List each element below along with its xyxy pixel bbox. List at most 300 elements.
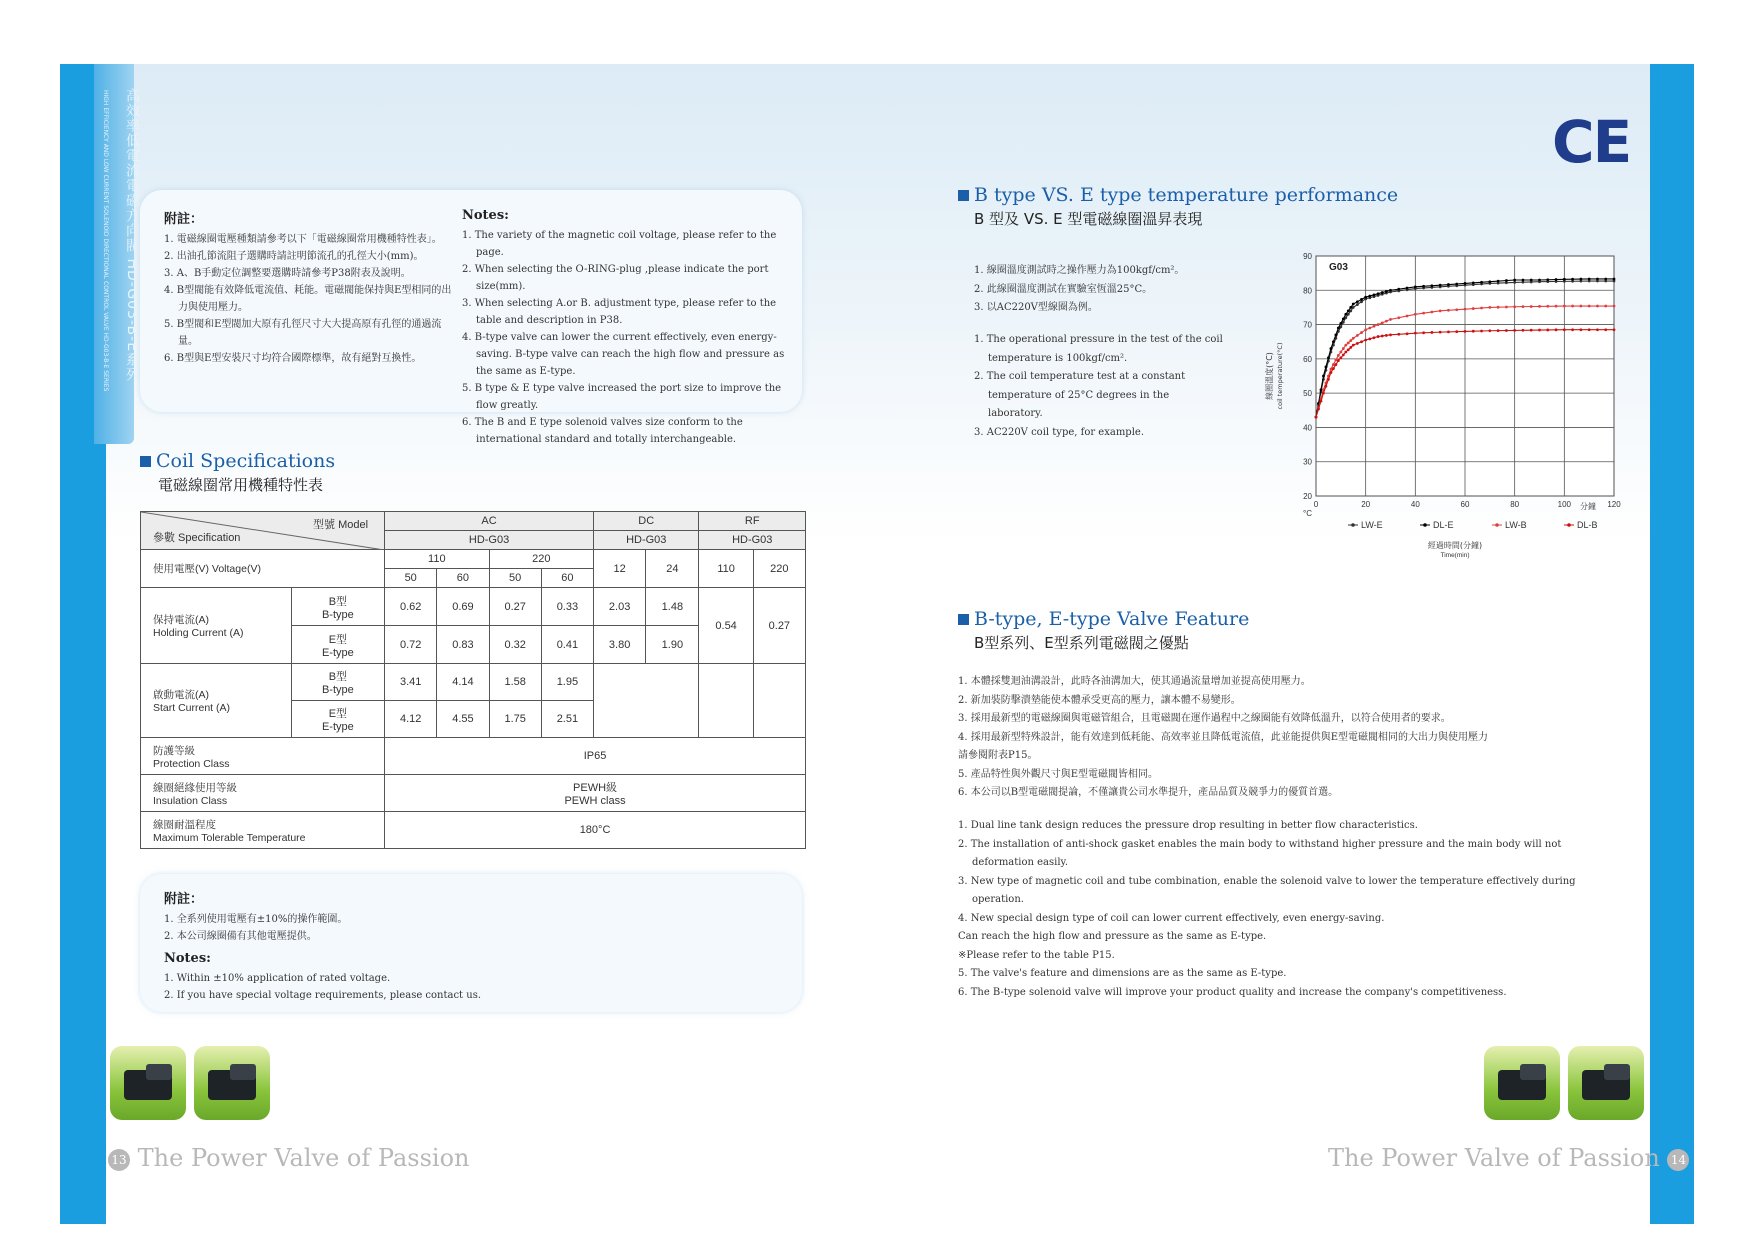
data-point [1381,335,1384,338]
data-point [1530,279,1533,282]
data-point [1322,375,1325,378]
data-point [1337,354,1340,357]
data-point [1530,329,1533,332]
protection-class-label: 防護等級 Protection Class [141,738,385,775]
right-footer [1328,1144,1689,1172]
data-point [1356,342,1359,345]
data-point [1373,293,1376,296]
data-point [1472,281,1475,284]
note-item: 3. When selecting A.or B. adjustment type, please refer to the table and description in P38. [462,298,777,326]
data-point [1579,278,1582,281]
note-item: 1. The variety of the magnetic coil voltage, please refer to the page. [462,230,777,258]
table-cell: 0.69 [437,588,489,626]
side-tab-subtitle: HIGH EFFICIENCY AND LOW CURRENT SOLENOID DIRECTIONAL CONTROL VALVE HD-G03-B-E SERIES [102,90,109,392]
data-point [1389,289,1392,292]
data-point [1555,278,1558,281]
empty-cell [753,664,805,738]
hz-cell: 50 [489,569,541,588]
data-point [1513,329,1516,332]
data-point [1579,305,1582,308]
data-point [1327,356,1330,359]
table-cell: 0.72 [385,626,437,664]
top-notes-en-list [462,227,798,448]
data-point [1377,323,1380,326]
data-point [1381,291,1384,294]
feature-section-subtitle: B型系列、E型系列電磁閥之優點 [974,634,1189,652]
y-axis-label-en: coil temperature(°C) [1276,342,1284,410]
data-point [1604,305,1607,308]
note-item: 4. B-type valve can lower the current effectively, even energy-saving. B-type valve can reach the high flow and pressure as the same as E-type. [462,332,785,377]
data-point [1439,331,1442,334]
table-cell: 4.12 [385,701,437,738]
legend-label: LW-E [1361,520,1383,530]
temp-note-item: 2. 此線圈溫度測試在實驗室恆溫25°C。 [974,283,1153,295]
y-tick-label: 60 [1303,354,1312,364]
data-point [1389,318,1392,321]
data-point [1488,306,1491,309]
data-point [1488,329,1491,332]
data-point [1414,332,1417,335]
data-point [1349,309,1352,312]
data-point [1377,292,1380,295]
temp-note-item: 1. The operational pressure in the test of the coil temperature is 100kgf/cm². [974,334,1223,364]
data-point [1464,330,1467,333]
data-point [1385,334,1388,337]
x-tick-label: 80 [1510,500,1520,509]
ce-mark-logo: CE [1552,108,1631,176]
note-item: 2. 本公司線圈備有其他電壓提供。 [164,931,317,942]
data-point [1422,312,1425,315]
x-tick-label: 40 [1410,500,1420,509]
voltage-110: 110 [385,550,489,569]
data-point [1505,329,1508,332]
data-point [1571,305,1574,308]
ac-header: AC [385,512,594,531]
legend-marker [1495,523,1499,527]
feature-item: 1. Dual line tank design reduces the pressure drop resulting in better flow characteristics. [958,820,1418,831]
temp-note-item: 2. The coil temperature test at a constant temperature of 25°C degrees in the laboratory. [974,371,1186,419]
data-point [1447,330,1450,333]
coil-section-title: Coil Specifications [140,450,335,472]
note-item: 6. The B and E type solenoid valves size conform to the international standard and totally interchangeable. [462,417,743,445]
dc-24v: 24 [646,550,699,588]
data-point [1488,280,1491,283]
data-point [1332,340,1335,343]
table-cell: 1.95 [541,664,593,701]
table-cell: 0.32 [489,626,541,664]
note-item: 1. Within ±10% application of rated voltage. [164,973,391,984]
data-point [1472,330,1475,333]
feature-item: 6. The B-type solenoid valve will improve your product quality and increase the company's competitiveness. [958,986,1507,998]
holding-current-label: 保持電流(A) Holding Current (A) [141,588,292,664]
data-point [1480,330,1483,333]
valve-product-image [1568,1046,1644,1120]
feature-item: 5. The valve's feature and dimensions are as the same as E-type. [958,968,1287,979]
table-cell: 3.41 [385,664,437,701]
table-cell: 0.54 [699,588,753,664]
feature-item: 3. New type of magnetic coil and tube combination, enable the solenoid valve to lower the temperature effectively during operation. [958,875,1576,905]
data-point [1332,367,1335,370]
feature-item: 5. 產品特性與外觀尺寸與E型電磁閥皆相同。 [958,768,1159,780]
ac-model: HD-G03 [385,531,594,550]
bottom-notes-en-title: Notes: [164,951,211,966]
side-tab-title: 高效率低電流電磁方向閥 HD-G03-B-E系列 [124,88,140,383]
x-axis-label-zh: 經過時間(分鐘) [1427,541,1483,550]
table-cell: 1.58 [489,664,541,701]
data-point [1497,329,1500,332]
rf-220v: 220 [753,550,805,588]
table-cell: 1.75 [489,701,541,738]
data-point [1464,308,1467,311]
feature-item: 4. 採用最新型特殊設計，能有效達到低耗能、高效率並且降低電流值，此並能提供與E型電磁閥相同的大出力與使用壓力 [958,731,1489,743]
legend-marker [1567,523,1571,527]
data-point [1325,365,1328,368]
hz-cell: 60 [437,569,489,588]
data-point [1397,288,1400,291]
rf-model: HD-G03 [699,531,806,550]
data-point [1347,313,1350,316]
data-point [1430,284,1433,287]
y-tick-label: 30 [1303,457,1312,467]
data-point [1352,344,1355,347]
data-point [1327,378,1330,381]
data-point [1334,359,1337,362]
table-cell: 0.41 [541,626,593,664]
table-cell: 0.62 [385,588,437,626]
data-point [1356,300,1359,303]
data-point [1389,333,1392,336]
dc-header: DC [594,512,699,531]
data-point [1364,339,1367,342]
top-notes-en-title: Notes: [462,208,509,223]
data-point [1352,306,1355,309]
data-point [1406,287,1409,290]
table-cell: 2.51 [541,701,593,738]
feature-item: 請參閱附表P15。 [958,750,1038,761]
b-type-label: B型 B-type [291,588,384,626]
data-point [1349,339,1352,342]
feature-item: 1. 本體採雙迴油溝設計，此時各油溝加大，使其通過流量增加並提高使用壓力。 [958,676,1311,687]
table-cell: 0.27 [489,588,541,626]
b-type-label: B型 B-type [291,664,384,701]
data-point [1480,307,1483,310]
voltage-label: 使用電壓(V) Voltage(V) [141,550,385,588]
note-item: 1. 電磁線圈電壓種類請參考以下「電磁線圈常用機種特性表」。 [164,234,442,245]
y-tick-label: 50 [1303,389,1312,399]
data-point [1356,303,1359,306]
data-point [1344,313,1347,316]
data-point [1613,305,1616,308]
max-temp-value: 180°C [385,812,806,849]
y-tick-label: 40 [1303,423,1312,433]
feature-en-list [958,817,1598,1002]
rf-110v: 110 [699,550,753,588]
temp-note-item: 3. 以AC220V型線圈為例。 [974,302,1098,313]
data-point [1447,283,1450,286]
data-point [1397,333,1400,336]
data-point [1360,340,1363,343]
temp-note-item: 1. 線圈溫度測試時之操作壓力為100kgf/cm²。 [974,265,1185,276]
data-point [1339,356,1342,359]
data-point [1406,332,1409,335]
data-point [1563,278,1566,281]
bottom-notes-zh-list [164,911,764,945]
data-point [1604,328,1607,331]
table-cell: 1.90 [646,626,699,664]
temp-section-title: B type VS. E type temperature performance [958,184,1398,206]
feature-item: 2. The installation of anti-shock gasket enables the main body to withstand higher pressure and the main body will not deformation easily. [958,838,1562,868]
data-point [1342,347,1345,350]
table-cell: 4.14 [437,664,489,701]
note-item: 1. 全系列使用電壓有±10%的操作範圍。 [164,914,348,925]
data-point [1613,328,1616,331]
data-point [1337,359,1340,362]
table-cell: 1.48 [646,588,699,626]
valve-product-image [1484,1046,1560,1120]
top-notes-box [140,190,802,445]
start-current-label: 啟動電流(A) Start Current (A) [141,664,292,738]
temp-note-item: 3. AC220V coil type, for example. [974,426,1144,438]
data-point [1513,281,1516,284]
data-point [1356,334,1359,337]
feature-item: Can reach the high flow and pressure as the same as E-type. [958,931,1267,942]
insulation-class-value: PEWH級 PEWH class [385,775,806,812]
empty-cell [594,664,699,738]
data-point [1538,305,1541,308]
data-point [1334,363,1337,366]
data-point [1522,329,1525,332]
right-footer-slogan: The Power Valve of Passion [1328,1144,1660,1172]
top-notes-zh-title: 附註： [164,212,204,227]
data-point [1430,311,1433,314]
insulation-class-label: 線圈絕緣使用等級 Insulation Class [141,775,385,812]
legend-marker [1423,523,1427,527]
dc-12v: 12 [594,550,646,588]
feature-section-title: B-type, E-type Valve Feature [958,608,1249,630]
hz-cell: 60 [541,569,593,588]
data-point [1505,306,1508,309]
data-point [1364,296,1367,299]
data-point [1406,315,1409,318]
x-tick-label: 100 [1557,500,1572,509]
x-unit-label: 分鐘 [1580,502,1596,511]
legend-label: DL-B [1577,520,1598,530]
empty-cell [699,664,753,738]
data-point [1332,363,1335,366]
y-tick-label: 20 [1303,492,1312,501]
data-point [1596,305,1599,308]
table-cell: 0.83 [437,626,489,664]
data-point [1480,281,1483,284]
data-point [1538,329,1541,332]
data-point [1377,335,1380,338]
data-point [1563,305,1566,308]
data-point [1546,305,1549,308]
temp-notes-en-list [974,331,1224,442]
data-point [1385,320,1388,323]
data-point [1330,371,1333,374]
feature-item: 3. 採用最新型的電磁線圈與電磁管組合，且電磁閥在運作過程中之線圈能有效降低溫升，以符合使用者的要求。 [958,713,1451,724]
data-point [1579,328,1582,331]
data-point [1368,337,1371,340]
data-point [1368,327,1371,330]
model-spec-header: 型號 Model 參數 Specification [141,512,385,550]
table-cell: 2.03 [594,588,646,626]
data-point [1513,305,1516,308]
feature-item: 6. 本公司以B型電磁閥提論，不僅讓貴公司水準提升，產品品質及競爭力的優質首選。 [958,787,1339,798]
feature-item: ※Please refer to the table P15. [958,949,1115,961]
table-cell: 3.80 [594,626,646,664]
data-point [1563,328,1566,331]
dc-model: HD-G03 [594,531,699,550]
y-axis-label-zh: 線圈溫度(°C) [1265,352,1274,400]
legend-label: LW-B [1505,520,1527,530]
data-point [1339,322,1342,325]
data-point [1422,331,1425,334]
feature-zh-list [958,673,1598,803]
data-point [1330,347,1333,350]
data-point [1397,316,1400,319]
data-point [1447,309,1450,312]
data-point [1344,344,1347,347]
left-footer-slogan: The Power Valve of Passion [137,1144,470,1172]
data-point [1530,305,1533,308]
chart-title: G03 [1329,262,1348,273]
legend-marker [1351,523,1355,527]
data-point [1472,307,1475,310]
valve-product-image [194,1046,270,1120]
data-point [1347,309,1350,312]
note-item: 5. B型閥和E型閥加大原有孔徑尺寸大大提高原有孔徑的通過流量。 [164,319,442,347]
data-point [1347,341,1350,344]
data-point [1334,333,1337,336]
data-point [1455,330,1458,333]
legend-label: DL-E [1433,520,1454,530]
data-point [1439,309,1442,312]
x-tick-label: 60 [1460,500,1470,509]
temperature-chart-svg [1262,250,1632,570]
data-point [1522,305,1525,308]
bottom-notes-box [140,874,802,1012]
x-axis-label-en: Time(min) [1440,552,1470,559]
data-point [1373,325,1376,328]
data-point [1455,283,1458,286]
data-point [1373,336,1376,339]
data-point [1320,400,1323,403]
right-page-number: 14 [1667,1149,1689,1171]
data-point [1360,298,1363,301]
left-footer [108,1144,469,1172]
left-page-number: 13 [108,1149,130,1171]
data-point [1414,285,1417,288]
data-point [1364,328,1367,331]
table-cell: 0.27 [753,588,805,664]
data-point [1588,305,1591,308]
right-blue-bar [1650,64,1694,1224]
data-point [1422,285,1425,288]
data-point [1588,328,1591,331]
note-item: 5. B type & E type valve increased the port size to improve the flow greatly. [462,383,782,411]
data-point [1555,328,1558,331]
top-notes-zh-list [164,231,454,367]
data-point [1439,284,1442,287]
data-point [1604,278,1607,281]
data-point [1414,313,1417,316]
y-tick-label: 90 [1303,252,1312,261]
data-point [1381,321,1384,324]
coil-section-subtitle: 電磁線圈常用機種特性表 [158,476,324,494]
coil-spec-table [140,511,806,849]
bottom-notes-zh-title: 附註： [164,892,204,907]
data-point [1349,346,1352,349]
y-unit-label: °C [1303,509,1312,518]
data-point [1596,278,1599,281]
data-point [1325,385,1328,388]
data-point [1339,351,1342,354]
data-point [1430,331,1433,334]
data-point [1497,306,1500,309]
y-tick-label: 80 [1303,286,1312,296]
note-item: 2. 出油孔節流阻子選購時請註明節流孔的孔徑大小(mm)。 [164,251,424,262]
valve-product-image [110,1046,186,1120]
table-cell: 4.55 [437,701,489,738]
rf-header: RF [699,512,806,531]
data-point [1352,303,1355,306]
data-point [1505,279,1508,282]
x-tick-label: 0 [1313,500,1319,509]
data-point [1342,317,1345,320]
e-type-label: E型 E-type [291,626,384,664]
note-item: 2. If you have special voltage requirements, please contact us. [164,990,482,1001]
data-point [1337,327,1340,330]
y-tick-label: 70 [1303,320,1312,330]
data-point [1571,278,1574,281]
feature-item: 2. 新加裝防擊潰墊能使本體承受更高的壓力，讓本體不易變形。 [958,694,1241,706]
data-point [1344,351,1347,354]
data-point [1342,353,1345,356]
data-point [1497,280,1500,283]
data-point [1385,290,1388,293]
bottom-notes-en-list [164,970,764,1004]
data-point [1546,329,1549,332]
data-point [1360,331,1363,334]
note-item: 6. B型與E型安裝尺寸均符合國際標準，故有絕對互換性。 [164,353,422,364]
data-point [1347,348,1350,351]
data-point [1555,305,1558,308]
temp-section-subtitle: B 型及 VS. E 型電磁線圈溫昇表現 [974,210,1203,228]
feature-item: 4. New special design type of coil can lower current effectively, even energy-saving. [958,912,1385,924]
x-tick-label: 120 [1607,500,1621,509]
data-point [1546,278,1549,281]
data-point [1613,278,1616,281]
data-point [1349,306,1352,309]
note-item: 2. When selecting the O-RING-plug ,please indicate the port size(mm). [462,264,769,292]
data-point [1368,295,1371,298]
data-point [1464,282,1467,285]
e-type-label: E型 E-type [291,701,384,738]
data-point [1571,328,1574,331]
data-point [1513,279,1516,282]
data-point [1317,408,1320,411]
note-item: 4. B型閥能有效降低電流值、耗能。電磁閥能保持與E型相同的出力與使用壓力。 [164,285,452,313]
temperature-chart [1262,250,1632,570]
note-item: 3. A、B手動定位調整要選購時請參考P38附表及說明。 [164,268,411,279]
protection-class-value: IP65 [385,738,806,775]
data-point [1352,337,1355,340]
data-point [1322,392,1325,395]
data-point [1538,279,1541,282]
max-temp-label: 線圈耐溫程度 Maximum Tolerable Temperature [141,812,385,849]
